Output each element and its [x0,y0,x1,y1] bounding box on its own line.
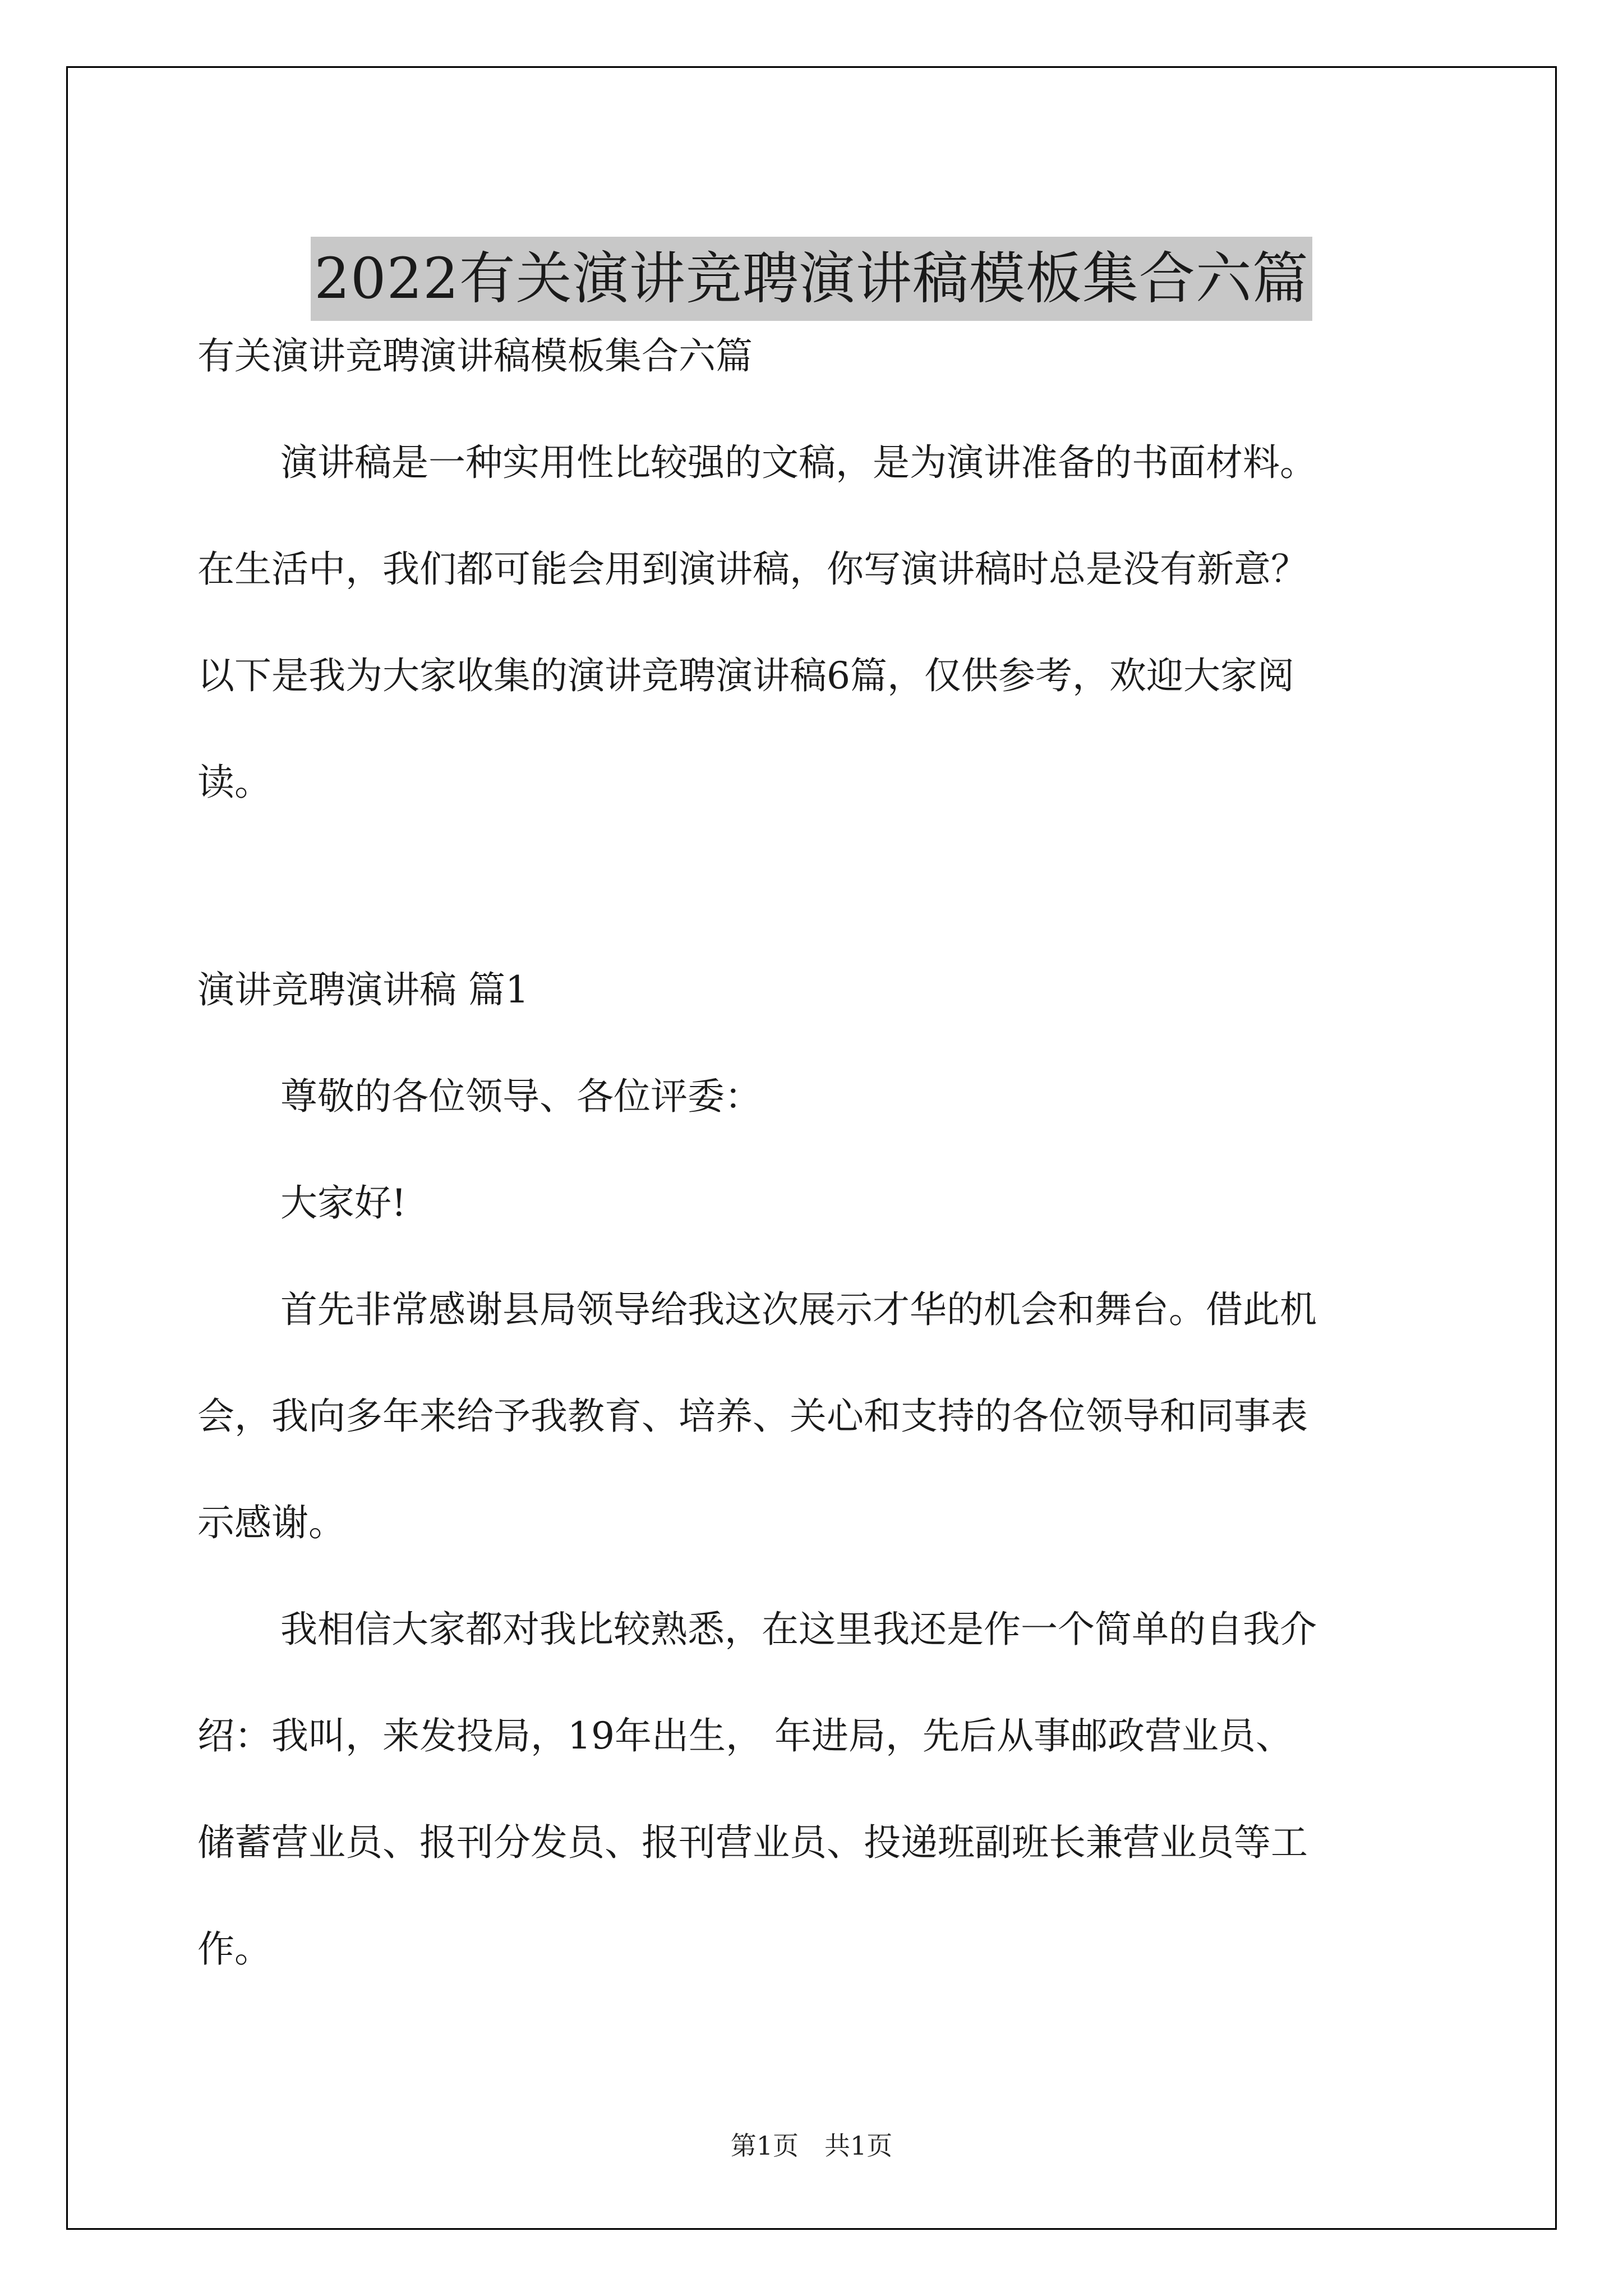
text-line: 以下是我为大家收集的演讲竞聘演讲稿6篇，仅供参考，欢迎大家阅 [197,654,1294,697]
document-body [197,303,1426,2003]
text-line: 作。 [197,1927,271,1971]
blank-line [197,836,1426,937]
text-line: 示感谢。 [197,1501,345,1544]
text-line: 储蓄营业员、报刊分发员、报刊营业员、投递班副班长兼营业员等工 [197,1821,1308,1864]
text-line: 我相信大家都对我比较熟悉，在这里我还是作一个简单的自我介 [280,1608,1317,1651]
text-line: 首先非常感谢县局领导给我这次展示才华的机会和舞台。借此机 [280,1288,1317,1331]
text-line: 绍：我叫，来发投局，19年出生， 年进局，先后从事邮政营业员、 [197,1714,1293,1757]
document-title: 2022有关演讲竞聘演讲稿模板集合六篇 [311,237,1312,321]
text-line: 读。 [197,761,271,804]
page-footer: 第1页 共1页 [730,2131,893,2161]
text-line: 演讲竞聘演讲稿 篇1 [197,968,529,1011]
text-line: 有关演讲竞聘演讲稿模板集合六篇 [197,334,753,378]
text-line: 大家好! [280,1181,407,1225]
text-line: 在生活中，我们都可能会用到演讲稿，你写演讲稿时总是没有新意？ [197,547,1308,591]
text-line: 演讲稿是一种实用性比较强的文稿，是为演讲准备的书面材料。 [280,441,1317,484]
text-line: 尊敬的各位领导、各位评委： [280,1075,762,1118]
text-line: 会，我向多年来给予我教育、培养、关心和支持的各位领导和同事表 [197,1395,1308,1438]
